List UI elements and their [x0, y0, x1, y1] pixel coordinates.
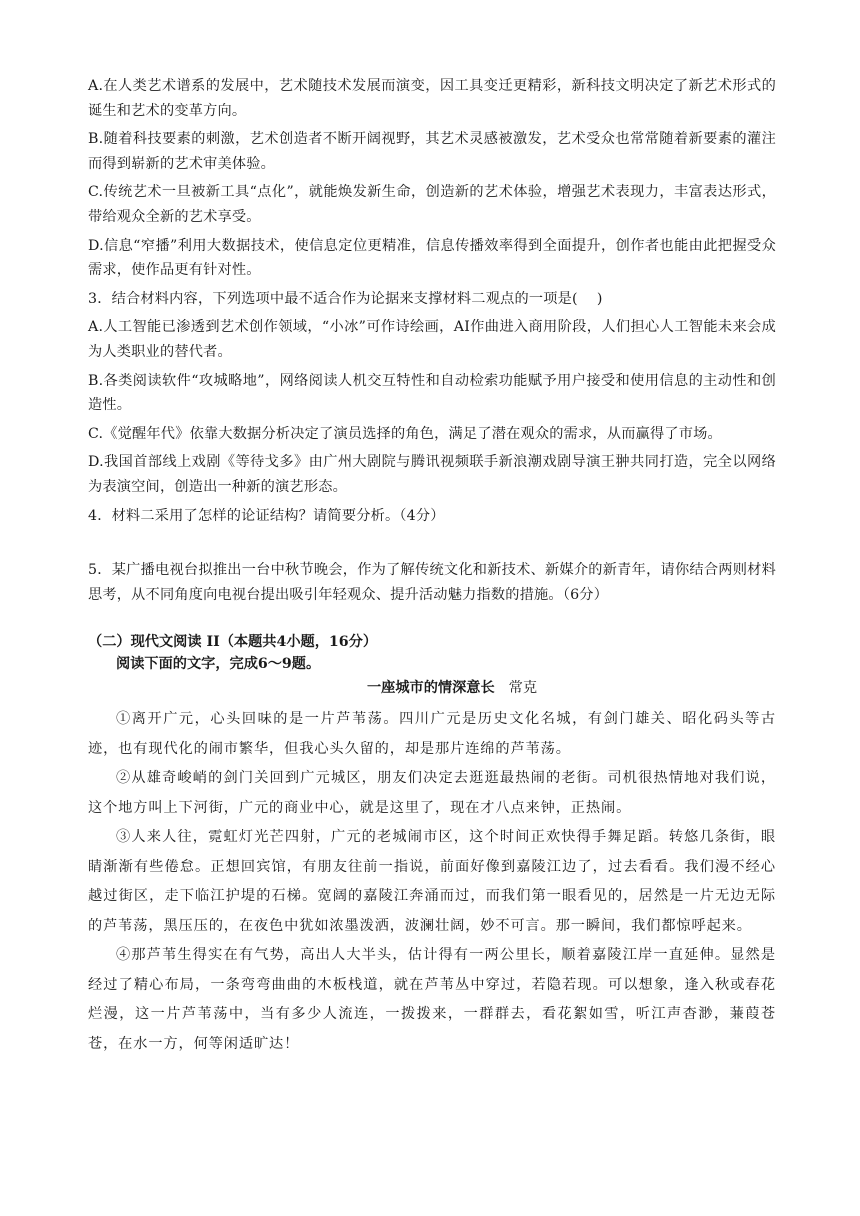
article-paragraph-2: ②从雄奇峻峭的剑门关回到广元城区，朋友们决定去逛逛最热闹的老街。司机很热情地对我们说，这个地方叫上下河街，广元的商业中心，就是这里了，现在才八点来钟，正热闹。 — [88, 770, 776, 816]
article-author: 常克 — [508, 680, 538, 697]
article-title — [88, 677, 776, 699]
question-4: 4．材料二采用了怎样的论证结构？请简要分析。（4分） — [88, 507, 445, 524]
q2-option-b: B.随着科技要素的刺激，艺术创造者不断开阔视野，其艺术灵感被激发，艺术受众也常常随着新要素的灌注而得到崭新的艺术审美体验。 — [88, 131, 776, 172]
section-title: （二）现代文阅读 II（本题共4小题，16分） — [88, 634, 378, 651]
question-5: 5．某广播电视台拟推出一台中秋节晚会，作为了解传统文化和新技术、新媒介的新青年，请你结合两则材料思考，从不同角度向电视台提出吸引年轻观众、提升活动魅力指数的措施。（6分） — [88, 562, 776, 603]
q3-option-c: C.《觉醒年代》依靠大数据分析决定了演员选择的角色，满足了潜在观众的需求，从而赢得了市场。 — [88, 425, 722, 442]
q2-option-d: D.信息“窄播”利用大数据技术，使信息定位更精准，信息传播效率得到全面提升，创作者也能由此把握受众需求，使作品更有针对性。 — [88, 237, 776, 279]
exam-page — [88, 74, 776, 1059]
article-paragraph-1: ①离开广元，心头回味的是一片芦苇荡。四川广元是历史文化名城，有剑门雄关、昭化码头等古迹，也有现代化的闹市繁华，但我心头久留的，却是那片连绵的芦苇荡。 — [88, 711, 776, 757]
q2-option-a: A.在人类艺术谱系的发展中，艺术随技术发展而演变，因工具变迁更精彩，新科技文明决定了新艺术形式的诞生和艺术的变革方向。 — [88, 78, 776, 119]
article-paragraph-4: ④那芦苇生得实在有气势，高出人大半头，估计得有一两公里长，顺着嘉陵江岸一直延伸。显然是经过了精心布局，一条弯弯曲曲的木板栈道，就在芦苇丛中穿过，若隐若现。可以想象，逢入秋或春花烂漫，这一片芦苇荡中，当有多少人流连，一拨拨来，一群群去，看花絮如雪，听江声杳渺，蒹葭苍苍，在水一方，何等闲适旷达！ — [88, 947, 776, 1052]
q3-option-a: A.人工智能已渗透到艺术创作领域，“小冰”可作诗绘画，AI作曲进入商用阶段，人们担心人工智能未来会成为人类职业的替代者。 — [88, 319, 776, 360]
article-title-text: 一座城市的情深意长 — [366, 680, 495, 697]
reading-instruction: 阅读下面的文字，完成6～9题。 — [116, 656, 321, 673]
article-paragraph-3: ③人来人往，霓虹灯光芒四射，广元的老城闹市区，这个时间正欢快得手舞足蹈。转悠几条街，眼睛渐渐有些倦怠。正想回宾馆，有朋友往前一指说，前面好像到嘉陵江边了，过去看看。我们漫不经心越过街区，走下临江护堤的石梯。宽阔的嘉陵江奔涌而过，而我们第一眼看见的，居然是一片无边无际的芦苇荡，黑压压的，在夜色中犹如浓墨泼洒，波澜壮阔，妙不可言。那一瞬间，我们都惊呼起来。 — [88, 829, 776, 934]
q3-option-b: B.各类阅读软件“攻城略地”，网络阅读人机交互特性和自动检索功能赋予用户接受和使用信息的主动性和创造性。 — [88, 372, 776, 414]
question-3-stem: 3．结合材料内容，下列选项中最不适合作为论据来支撑材料二观点的一项是( ) — [88, 290, 603, 307]
q3-option-d: D.我国首部线上戏剧《等待戈多》由广州大剧院与腾讯视频联手新浪潮戏剧导演王翀共同打造，完全以网络为表演空间，创造出一种新的演艺形态。 — [88, 454, 776, 495]
q2-option-c: C.传统艺术一旦被新工具“点化”，就能焕发新生命，创造新的艺术体验，增强艺术表现力，丰富表达形式，带给观众全新的艺术享受。 — [88, 184, 776, 225]
